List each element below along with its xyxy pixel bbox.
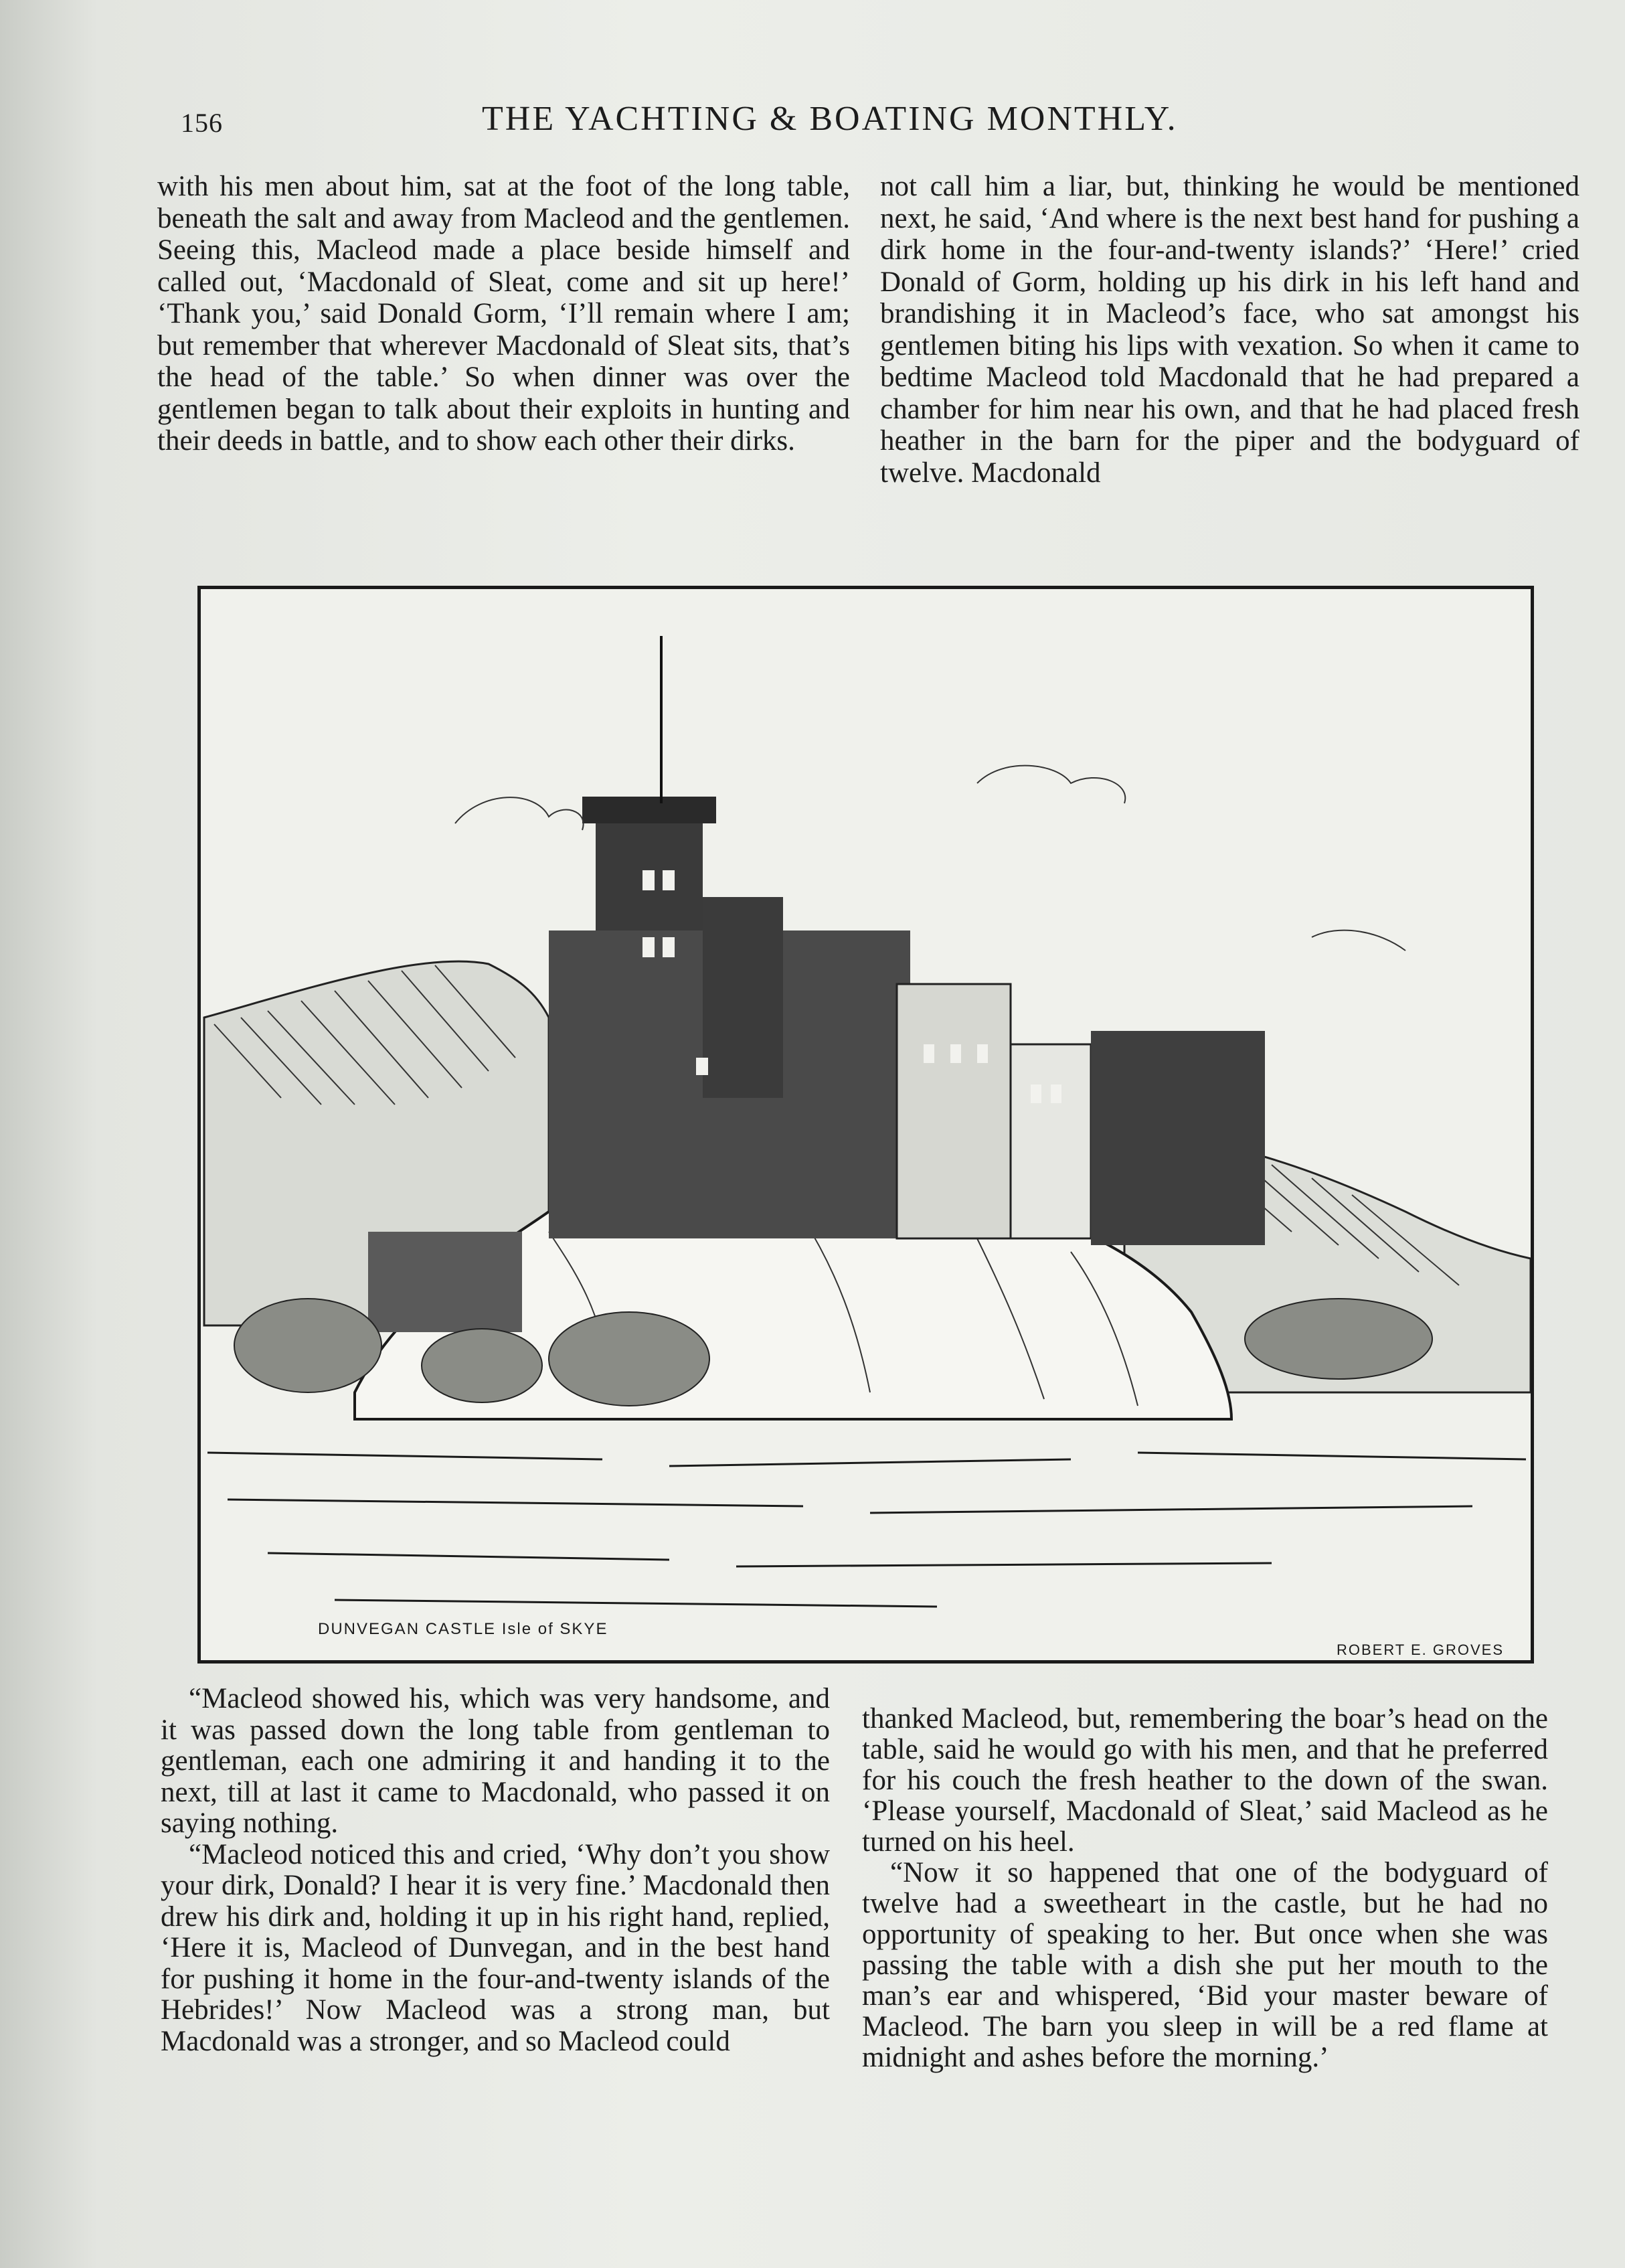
upper-right-column — [880, 171, 1579, 489]
page-number: 156 — [181, 108, 223, 138]
paragraph: “Macleod noticed this and cried, ‘Why don’t you show your dirk, Donald? I hear it is very fine.’ Macdonald then drew his dirk and, holding it up in his right hand, replied, ‘Here it is, Macleod of Dunvegan, and in the best hand for pushing it home in the four-and-twenty islands of the Hebrides!’ Now Macleod was a strong man, but Macdonald was a stronger, and so Macleod could — [161, 1838, 830, 2057]
paragraph: thanked Macleod, but, remembering the boar’s head on the table, said he would go with his men, and that he preferred for his couch the fresh heather to the down of the swan. ‘Please yourself, Macdonald of Sleat,’ said Macleod as he turned on his heel. — [862, 1703, 1548, 1858]
paragraph: with his men about him, sat at the foot of the long table, beneath the salt and away from Macleod and the gentlemen. Seeing this, Macleod made a place beside himself and called out, ‘Macdonald of Sleat, come and sit up here!’ ‘Thank you,’ said Donald Gorm, ‘I’ll remain where I am; but remember that wherever Macdonald of Sleat sits, that’s the head of the table.’ So when dinner was over the gentlemen began to talk about their exploits in hunting and their deeds in battle, and to show each other their dirks. — [157, 171, 850, 457]
paragraph: “Macleod showed his, which was very handsome, and it was passed down the long table from gentleman to gentleman, each one admiring it and handing it to the next, till at last it came to Macdonald, who passed it on saying nothing. — [161, 1683, 830, 1839]
castle-illustration — [197, 586, 1534, 1664]
illustration-caption: DUNVEGAN CASTLE Isle of SKYE — [318, 1620, 608, 1638]
running-title: THE YACHTING & BOATING MONTHLY. — [482, 100, 1178, 138]
lower-right-column — [862, 1704, 1548, 2073]
lower-left-column — [161, 1684, 830, 2057]
upper-left-column — [157, 171, 850, 457]
page-header — [181, 87, 1426, 161]
paragraph: not call him a liar, but, thinking he would be mentioned next, he said, ‘And where is the next best hand for pushing a dirk home in the four-and-twenty islands?’ ‘Here!’ cried Donald of Gorm, holding up his dirk in his left hand and brandishing it in Macleod’s face, who sat amongst his gentlemen biting his lips with vexation. So when it came to bedtime Macleod told Macdonald that he had prepared a chamber for him near his own, and that he had placed fresh heather in the barn for the piper and the bodyguard of twelve. Macdonald — [880, 171, 1579, 489]
castle-engraving — [201, 589, 1531, 1660]
paragraph: “Now it so happened that one of the bodyguard of twelve had a sweetheart in the castle, but he had no opportunity of speaking to her. But once when she was passing the table with a dish she put her mouth to the man’s ear and whispered, ‘Bid your master beware of Macleod. The barn you sleep in will be a red flame at midnight and ashes before the morning.’ — [862, 1857, 1548, 2073]
illustration-credit: ROBERT E. GROVES — [1336, 1641, 1504, 1658]
